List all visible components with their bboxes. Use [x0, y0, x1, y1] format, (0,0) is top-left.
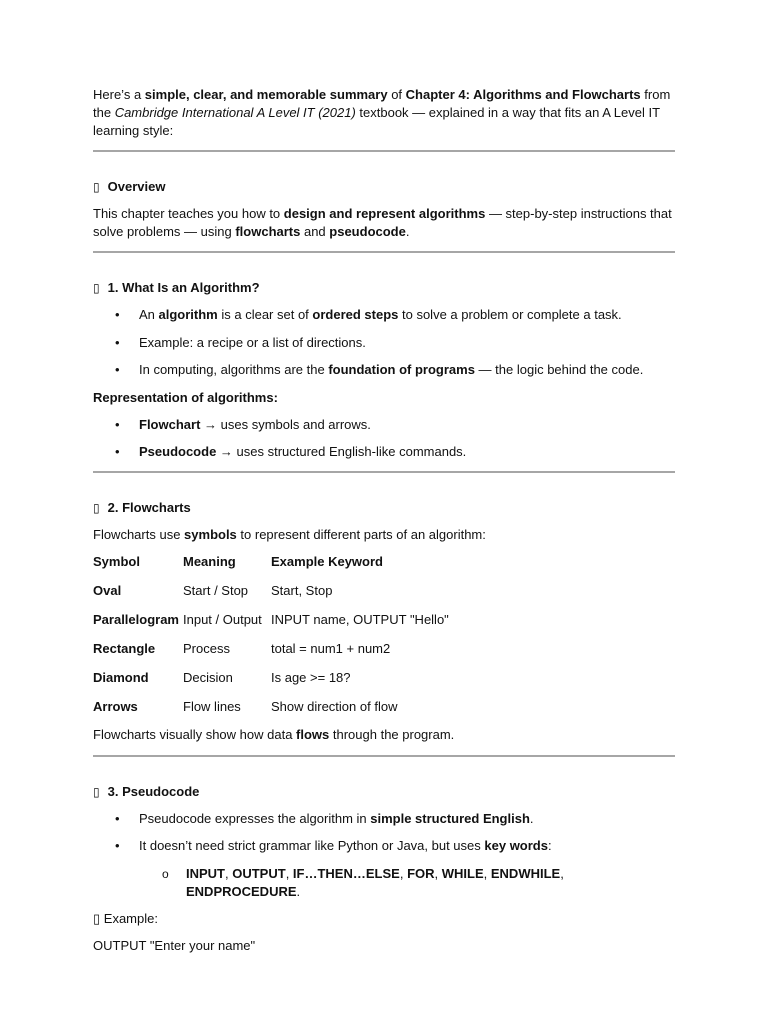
keyword-sub-list	[93, 865, 675, 901]
table-cell: Parallelogram	[93, 612, 179, 627]
table-row	[93, 664, 453, 693]
chapter-title: Chapter 4: Algorithms and Flowcharts	[405, 87, 641, 102]
section2-icon: ▯	[93, 500, 100, 515]
bullet-text: In computing, algorithms are the	[139, 362, 329, 377]
header-cell: Meaning	[183, 554, 236, 569]
list-item	[93, 810, 675, 828]
keyword: WHILE	[441, 865, 484, 881]
bullet-bold: key words	[484, 838, 548, 853]
keyword: FOR	[407, 865, 435, 881]
bullet-bold: foundation of programs	[328, 362, 475, 377]
bullet-bold: algorithm	[158, 307, 218, 322]
keyword: INPUT	[186, 865, 225, 881]
separator: .	[296, 883, 301, 899]
separator: ,	[285, 865, 293, 881]
table-row	[93, 693, 453, 722]
table-cell: Rectangle	[93, 641, 156, 656]
bullet-text: — the logic behind the code.	[474, 362, 644, 377]
table-cell: Diamond	[93, 670, 149, 685]
bullet-text: is a clear set of	[217, 307, 313, 322]
section1-heading	[93, 279, 675, 297]
table-cell: Start, Stop	[271, 583, 333, 598]
list-item	[93, 361, 675, 379]
overview-icon: ▯	[93, 180, 100, 194]
list-item	[93, 334, 675, 352]
section3-heading-text: 3. Pseudocode	[107, 783, 200, 799]
list-item	[93, 416, 675, 434]
list-item	[93, 443, 675, 461]
list-item	[93, 837, 675, 855]
bullet-text: It doesn’t need strict grammar like Python or Java, but uses	[139, 838, 485, 853]
flowchart-outro	[93, 726, 675, 744]
table-cell: Flow lines	[183, 699, 241, 714]
table-cell: Input / Output	[183, 612, 262, 627]
pseudocode-bullet-list	[93, 810, 675, 856]
table-row	[93, 606, 453, 635]
table-cell: INPUT name, OUTPUT "Hello"	[271, 612, 449, 627]
section1-icon: ▯	[93, 281, 100, 295]
separator: ,	[225, 865, 233, 881]
section3-icon: ▯	[93, 784, 100, 799]
overview-heading	[93, 178, 675, 196]
bullet-text: Example: a recipe or a list of directions.	[139, 334, 366, 350]
table-cell: Process	[183, 641, 230, 656]
overview-text: and	[300, 224, 330, 239]
overview-text: — step-by-step instructions that solve problems — using	[93, 206, 672, 239]
table-cell: Show direction of flow	[271, 699, 398, 714]
overview-text: This chapter teaches you how to	[93, 206, 284, 221]
code-line: OUTPUT "Enter your name"	[93, 938, 256, 953]
bullet-text: :	[547, 838, 552, 853]
bullet-text: Pseudocode expresses the algorithm in	[139, 810, 371, 826]
table-cell: Is age >= 18?	[271, 670, 351, 685]
separator: ,	[560, 865, 564, 881]
flowchart-intro	[93, 526, 675, 544]
intro-text: textbook — explained in a way that fits an A Level IT learning style:	[93, 105, 660, 138]
overview-paragraph	[93, 205, 675, 241]
bullet-bold: simple structured English	[370, 810, 530, 826]
section3-heading	[93, 783, 675, 801]
bullet-text: → uses structured English-like commands.	[216, 444, 467, 459]
table-cell: total = num1 + num2	[271, 641, 391, 656]
divider	[93, 251, 675, 253]
separator: ,	[399, 865, 408, 881]
divider	[93, 150, 675, 152]
list-item	[93, 306, 675, 324]
para-text: Flowcharts use	[93, 526, 185, 542]
book-title: Cambridge International A Level IT (2021)	[114, 105, 356, 120]
divider	[93, 755, 675, 757]
intro-paragraph	[93, 86, 675, 140]
overview-heading-text: Overview	[107, 179, 166, 194]
keyword: IF…THEN…ELSE	[292, 865, 400, 881]
example-icon: ▯	[93, 911, 101, 926]
overview-bold: design and represent algorithms	[283, 206, 486, 221]
table-header-row	[93, 548, 453, 577]
table-cell: Oval	[93, 583, 122, 598]
section2-heading-text: 2. Flowcharts	[107, 499, 191, 515]
document-content	[93, 86, 675, 955]
separator: ,	[434, 865, 442, 881]
para-text: Flowcharts visually show how data	[93, 726, 297, 742]
divider	[93, 471, 675, 473]
header-cell: Example Keyword	[271, 554, 383, 569]
intro-text: Here’s a	[93, 87, 145, 102]
keyword: OUTPUT	[232, 865, 286, 881]
list-item	[93, 865, 675, 901]
example-label-text: Example:	[100, 911, 158, 926]
separator: ,	[483, 865, 491, 881]
bullet-bold: Pseudocode	[139, 444, 217, 459]
keyword: ENDPROCEDURE	[186, 883, 297, 899]
header-cell: Symbol	[93, 554, 140, 569]
intro-bold: simple, clear, and memorable summary	[144, 87, 388, 102]
symbol-table	[93, 548, 453, 722]
algorithm-bullet-list	[93, 306, 675, 379]
bullet-text: An	[139, 307, 159, 322]
para-text: through the program.	[329, 726, 455, 742]
example-label	[93, 910, 675, 928]
overview-bold: pseudocode	[329, 224, 406, 239]
table-row	[93, 577, 453, 606]
bullet-text: .	[529, 810, 534, 826]
bullet-bold: ordered steps	[312, 307, 399, 322]
section2-heading	[93, 499, 675, 517]
bullet-bold: Flowchart	[139, 416, 201, 432]
keyword: ENDWHILE	[490, 865, 561, 881]
intro-text: of	[387, 87, 406, 102]
para-text: to represent different parts of an algorithm:	[236, 526, 486, 542]
bullet-text: → uses symbols and arrows.	[200, 416, 371, 432]
table-cell: Decision	[183, 670, 233, 685]
table-cell: Start / Stop	[183, 583, 249, 598]
section1-heading-text: 1. What Is an Algorithm?	[107, 280, 260, 295]
representation-list	[93, 416, 675, 462]
para-bold: flows	[296, 726, 330, 742]
overview-bold: flowcharts	[235, 224, 301, 239]
table-cell: Arrows	[93, 699, 138, 714]
para-bold: symbols	[184, 526, 237, 542]
bullet-text: to solve a problem or complete a task.	[398, 307, 622, 322]
table-row	[93, 635, 453, 664]
intro-text: from the	[93, 87, 671, 120]
representation-label: Representation of algorithms:	[93, 389, 278, 405]
overview-text: .	[405, 224, 410, 239]
